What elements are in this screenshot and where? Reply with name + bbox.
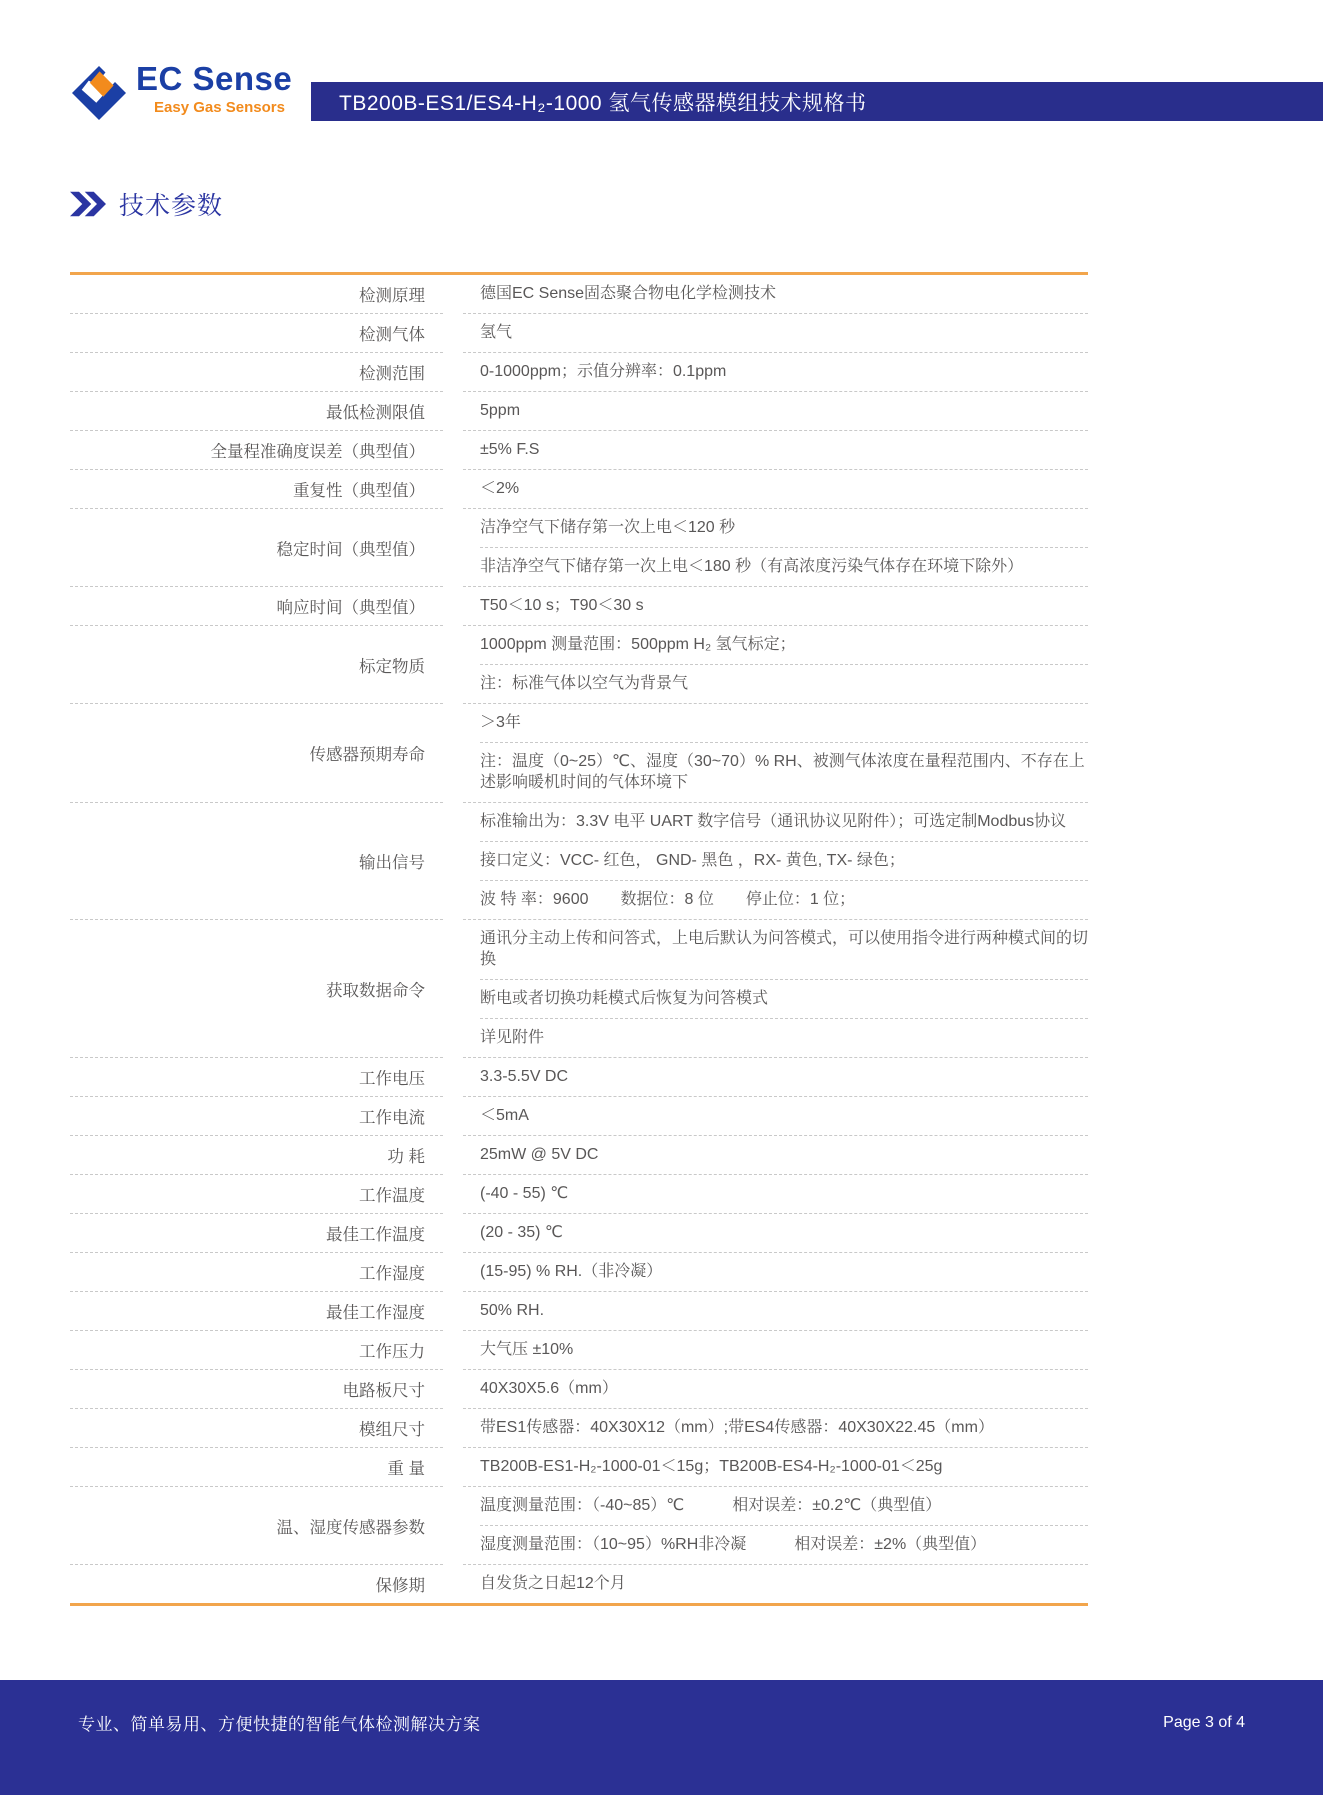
- spec-value: (15-95) % RH.（非冷凝）: [480, 1263, 663, 1280]
- spec-label: 最佳工作湿度: [70, 1292, 443, 1331]
- spec-label: 工作电压: [70, 1058, 443, 1097]
- spec-label: 工作温度: [70, 1175, 443, 1214]
- column-gap: [443, 431, 463, 470]
- spec-values: [463, 275, 1088, 314]
- column-gap: [443, 1175, 463, 1214]
- spec-values: [463, 392, 1088, 431]
- table-row: [70, 1136, 1088, 1175]
- table-row: [70, 1097, 1088, 1136]
- spec-value: 通讯分主动上传和问答式，上电后默认为问答模式，可以使用指令进行两种模式间的切换: [480, 930, 1089, 968]
- section-heading-label: 技术参数: [119, 192, 224, 220]
- spec-value: 50% RH.: [480, 1302, 545, 1319]
- table-row: [70, 1487, 1088, 1565]
- spec-label: 重复性（典型值）: [70, 470, 443, 509]
- column-gap: [443, 1409, 463, 1448]
- logo-text-block: [136, 60, 292, 116]
- spec-label: 标定物质: [70, 626, 443, 704]
- table-row: [70, 314, 1088, 353]
- spec-value: 3.3-5.5V DC: [480, 1068, 569, 1085]
- spec-value: 德国EC Sense固态聚合物电化学检测技术: [480, 285, 777, 302]
- footer-bar: [0, 1680, 1323, 1795]
- column-gap: [443, 1292, 463, 1331]
- page-title: TB200B-ES1/ES4-H₂-1000 氢气传感器模组技术规格书: [339, 91, 867, 115]
- column-gap: [443, 1370, 463, 1409]
- column-gap: [443, 626, 463, 704]
- spec-values: [463, 1448, 1088, 1487]
- spec-values: [463, 626, 1088, 704]
- column-gap: [443, 1487, 463, 1565]
- spec-label: 响应时间（典型值）: [70, 587, 443, 626]
- spec-values: [463, 314, 1088, 353]
- spec-label: 工作压力: [70, 1331, 443, 1370]
- spec-values: [463, 353, 1088, 392]
- spec-label: 输出信号: [70, 803, 443, 920]
- table-row: [70, 587, 1088, 626]
- column-gap: [443, 314, 463, 353]
- spec-label: 重 量: [70, 1448, 443, 1487]
- spec-values: [463, 1565, 1088, 1603]
- spec-values: [463, 470, 1088, 509]
- spec-label: 检测范围: [70, 353, 443, 392]
- brand-name: EC Sense: [136, 60, 293, 97]
- table-row: [70, 275, 1088, 314]
- spec-value: (-40 - 55) ℃: [480, 1185, 569, 1202]
- brand-tagline: Easy Gas Sensors: [154, 99, 285, 116]
- spec-values: [463, 1253, 1088, 1292]
- spec-label: 稳定时间（典型值）: [70, 509, 443, 587]
- table-row: [70, 509, 1088, 587]
- spec-value: 5ppm: [480, 402, 521, 419]
- spec-values: [463, 1370, 1088, 1409]
- column-gap: [443, 920, 463, 1058]
- spec-value: TB200B-ES1-H₂-1000-01＜15g；TB200B-ES4-H₂-1000-01＜25g: [480, 1458, 943, 1475]
- spec-value: ＜5mA: [480, 1107, 529, 1124]
- spec-value: 洁净空气下储存第一次上电＜120 秒: [480, 519, 736, 536]
- spec-value: 0-1000ppm；示值分辨率：0.1ppm: [480, 363, 727, 380]
- spec-values: [463, 1214, 1088, 1253]
- spec-value: 温度测量范围：（-40~85）℃ 相对误差：±0.2℃（典型值）: [480, 1497, 942, 1514]
- spec-value: 湿度测量范围：（10~95）%RH非冷凝 相对误差：±2%（典型值）: [480, 1525, 1088, 1564]
- spec-values: [463, 704, 1088, 803]
- column-gap: [443, 470, 463, 509]
- spec-values: [463, 1409, 1088, 1448]
- column-gap: [443, 392, 463, 431]
- column-gap: [443, 704, 463, 803]
- spec-label: 检测气体: [70, 314, 443, 353]
- table-row: [70, 803, 1088, 920]
- spec-values: [463, 1487, 1088, 1565]
- spec-values: [463, 431, 1088, 470]
- spec-label: 获取数据命令: [70, 920, 443, 1058]
- spec-value: 40X30X5.6（mm）: [480, 1380, 618, 1397]
- spec-value: 注：温度（0~25）℃、湿度（30~70）% RH、被测气体浓度在量程范围内、不存在上述影响暖机时间的气体环境下: [480, 742, 1088, 802]
- logo-diamond-icon: [72, 66, 126, 120]
- table-row: [70, 1058, 1088, 1097]
- spec-value: 1000ppm 测量范围：500ppm H₂ 氢气标定；: [480, 636, 796, 653]
- spec-value: 带ES1传感器：40X30X12（mm）;带ES4传感器：40X30X22.45（mm）: [480, 1419, 994, 1436]
- spec-value: ＞3年: [480, 714, 521, 731]
- spec-values: [463, 1097, 1088, 1136]
- table-row: [70, 431, 1088, 470]
- spec-label: 电路板尺寸: [70, 1370, 443, 1409]
- table-row: [70, 1448, 1088, 1487]
- column-gap: [443, 1097, 463, 1136]
- spec-values: [463, 920, 1088, 1058]
- spec-values: [463, 509, 1088, 587]
- spec-label: 最佳工作温度: [70, 1214, 443, 1253]
- spec-value: 详见附件: [480, 1018, 1088, 1057]
- spec-values: [463, 1292, 1088, 1331]
- double-chevron-icon: [70, 191, 106, 217]
- spec-label: 传感器预期寿命: [70, 704, 443, 803]
- spec-label: 工作湿度: [70, 1253, 443, 1292]
- spec-label: 温、湿度传感器参数: [70, 1487, 443, 1565]
- spec-value: (20 - 35) ℃: [480, 1224, 563, 1241]
- spec-values: [463, 1175, 1088, 1214]
- spec-value: T50＜10 s；T90＜30 s: [480, 597, 644, 614]
- spec-values: [463, 587, 1088, 626]
- column-gap: [443, 1253, 463, 1292]
- spec-value: 断电或者切换功耗模式后恢复为问答模式: [480, 979, 1088, 1018]
- spec-label: 保修期: [375, 1577, 425, 1595]
- table-row: [70, 470, 1088, 509]
- table-row: [70, 1331, 1088, 1370]
- footer-slogan: 专业、简单易用、方便快捷的智能气体检测解决方案: [78, 1715, 481, 1734]
- table-row: [70, 1409, 1088, 1448]
- table-row: [70, 1292, 1088, 1331]
- spec-label: 最低检测限值: [70, 392, 443, 431]
- header-logo: [72, 60, 292, 120]
- column-gap: [443, 1331, 463, 1370]
- spec-values: [463, 1058, 1088, 1097]
- section-heading: [70, 186, 223, 222]
- spec-label: 检测原理: [70, 275, 443, 314]
- table-row: [70, 1175, 1088, 1214]
- spec-label: 功 耗: [70, 1136, 443, 1175]
- spec-label: 工作电流: [70, 1097, 443, 1136]
- table-row: [70, 1565, 1088, 1603]
- spec-value: ＜2%: [480, 480, 520, 497]
- spec-values: [463, 803, 1088, 920]
- spec-table: [70, 272, 1088, 1606]
- column-gap: [443, 353, 463, 392]
- table-row: [70, 1214, 1088, 1253]
- column-gap: [443, 1448, 463, 1487]
- table-row: [70, 626, 1088, 704]
- column-gap: [443, 509, 463, 587]
- title-bar: [311, 82, 1323, 121]
- column-gap: [443, 803, 463, 920]
- page-number: Page 3 of 4: [1163, 1713, 1245, 1731]
- table-row: [70, 1253, 1088, 1292]
- spec-value: 标准输出为：3.3V 电平 UART 数字信号（通讯协议见附件）；可选定制Modbus协议: [480, 813, 1067, 830]
- column-gap: [443, 587, 463, 626]
- table-row: [70, 353, 1088, 392]
- spec-value: ±5% F.S: [480, 441, 540, 458]
- spec-label: 模组尺寸: [70, 1409, 443, 1448]
- table-row: [70, 920, 1088, 1058]
- spec-value: 接口定义：VCC- 红色， GND- 黑色 ，RX- 黄色, TX- 绿色；: [480, 841, 1088, 880]
- spec-value: 大气压 ±10%: [480, 1341, 574, 1358]
- spec-label: 全量程准确度误差（典型值）: [70, 431, 443, 470]
- table-row: [70, 392, 1088, 431]
- spec-values: [463, 1331, 1088, 1370]
- column-gap: [443, 275, 463, 314]
- column-gap: [443, 1565, 463, 1603]
- column-gap: [443, 1058, 463, 1097]
- column-gap: [443, 1214, 463, 1253]
- spec-value: 25mW @ 5V DC: [480, 1146, 599, 1163]
- spec-values: [463, 1136, 1088, 1175]
- footer-content: [0, 1680, 1323, 1735]
- spec-value: 氢气: [480, 324, 513, 341]
- spec-value: 自发货之日起12个月: [480, 1575, 626, 1592]
- column-gap: [443, 1136, 463, 1175]
- table-row: [70, 1370, 1088, 1409]
- table-row: [70, 704, 1088, 803]
- spec-value: 波 特 率：9600 数据位：8 位 停止位：1 位；: [480, 880, 1088, 919]
- spec-value: 非洁净空气下储存第一次上电＜180 秒（有高浓度污染气体存在环境下除外）: [480, 547, 1088, 586]
- spec-value: 注：标准气体以空气为背景气: [480, 664, 1088, 703]
